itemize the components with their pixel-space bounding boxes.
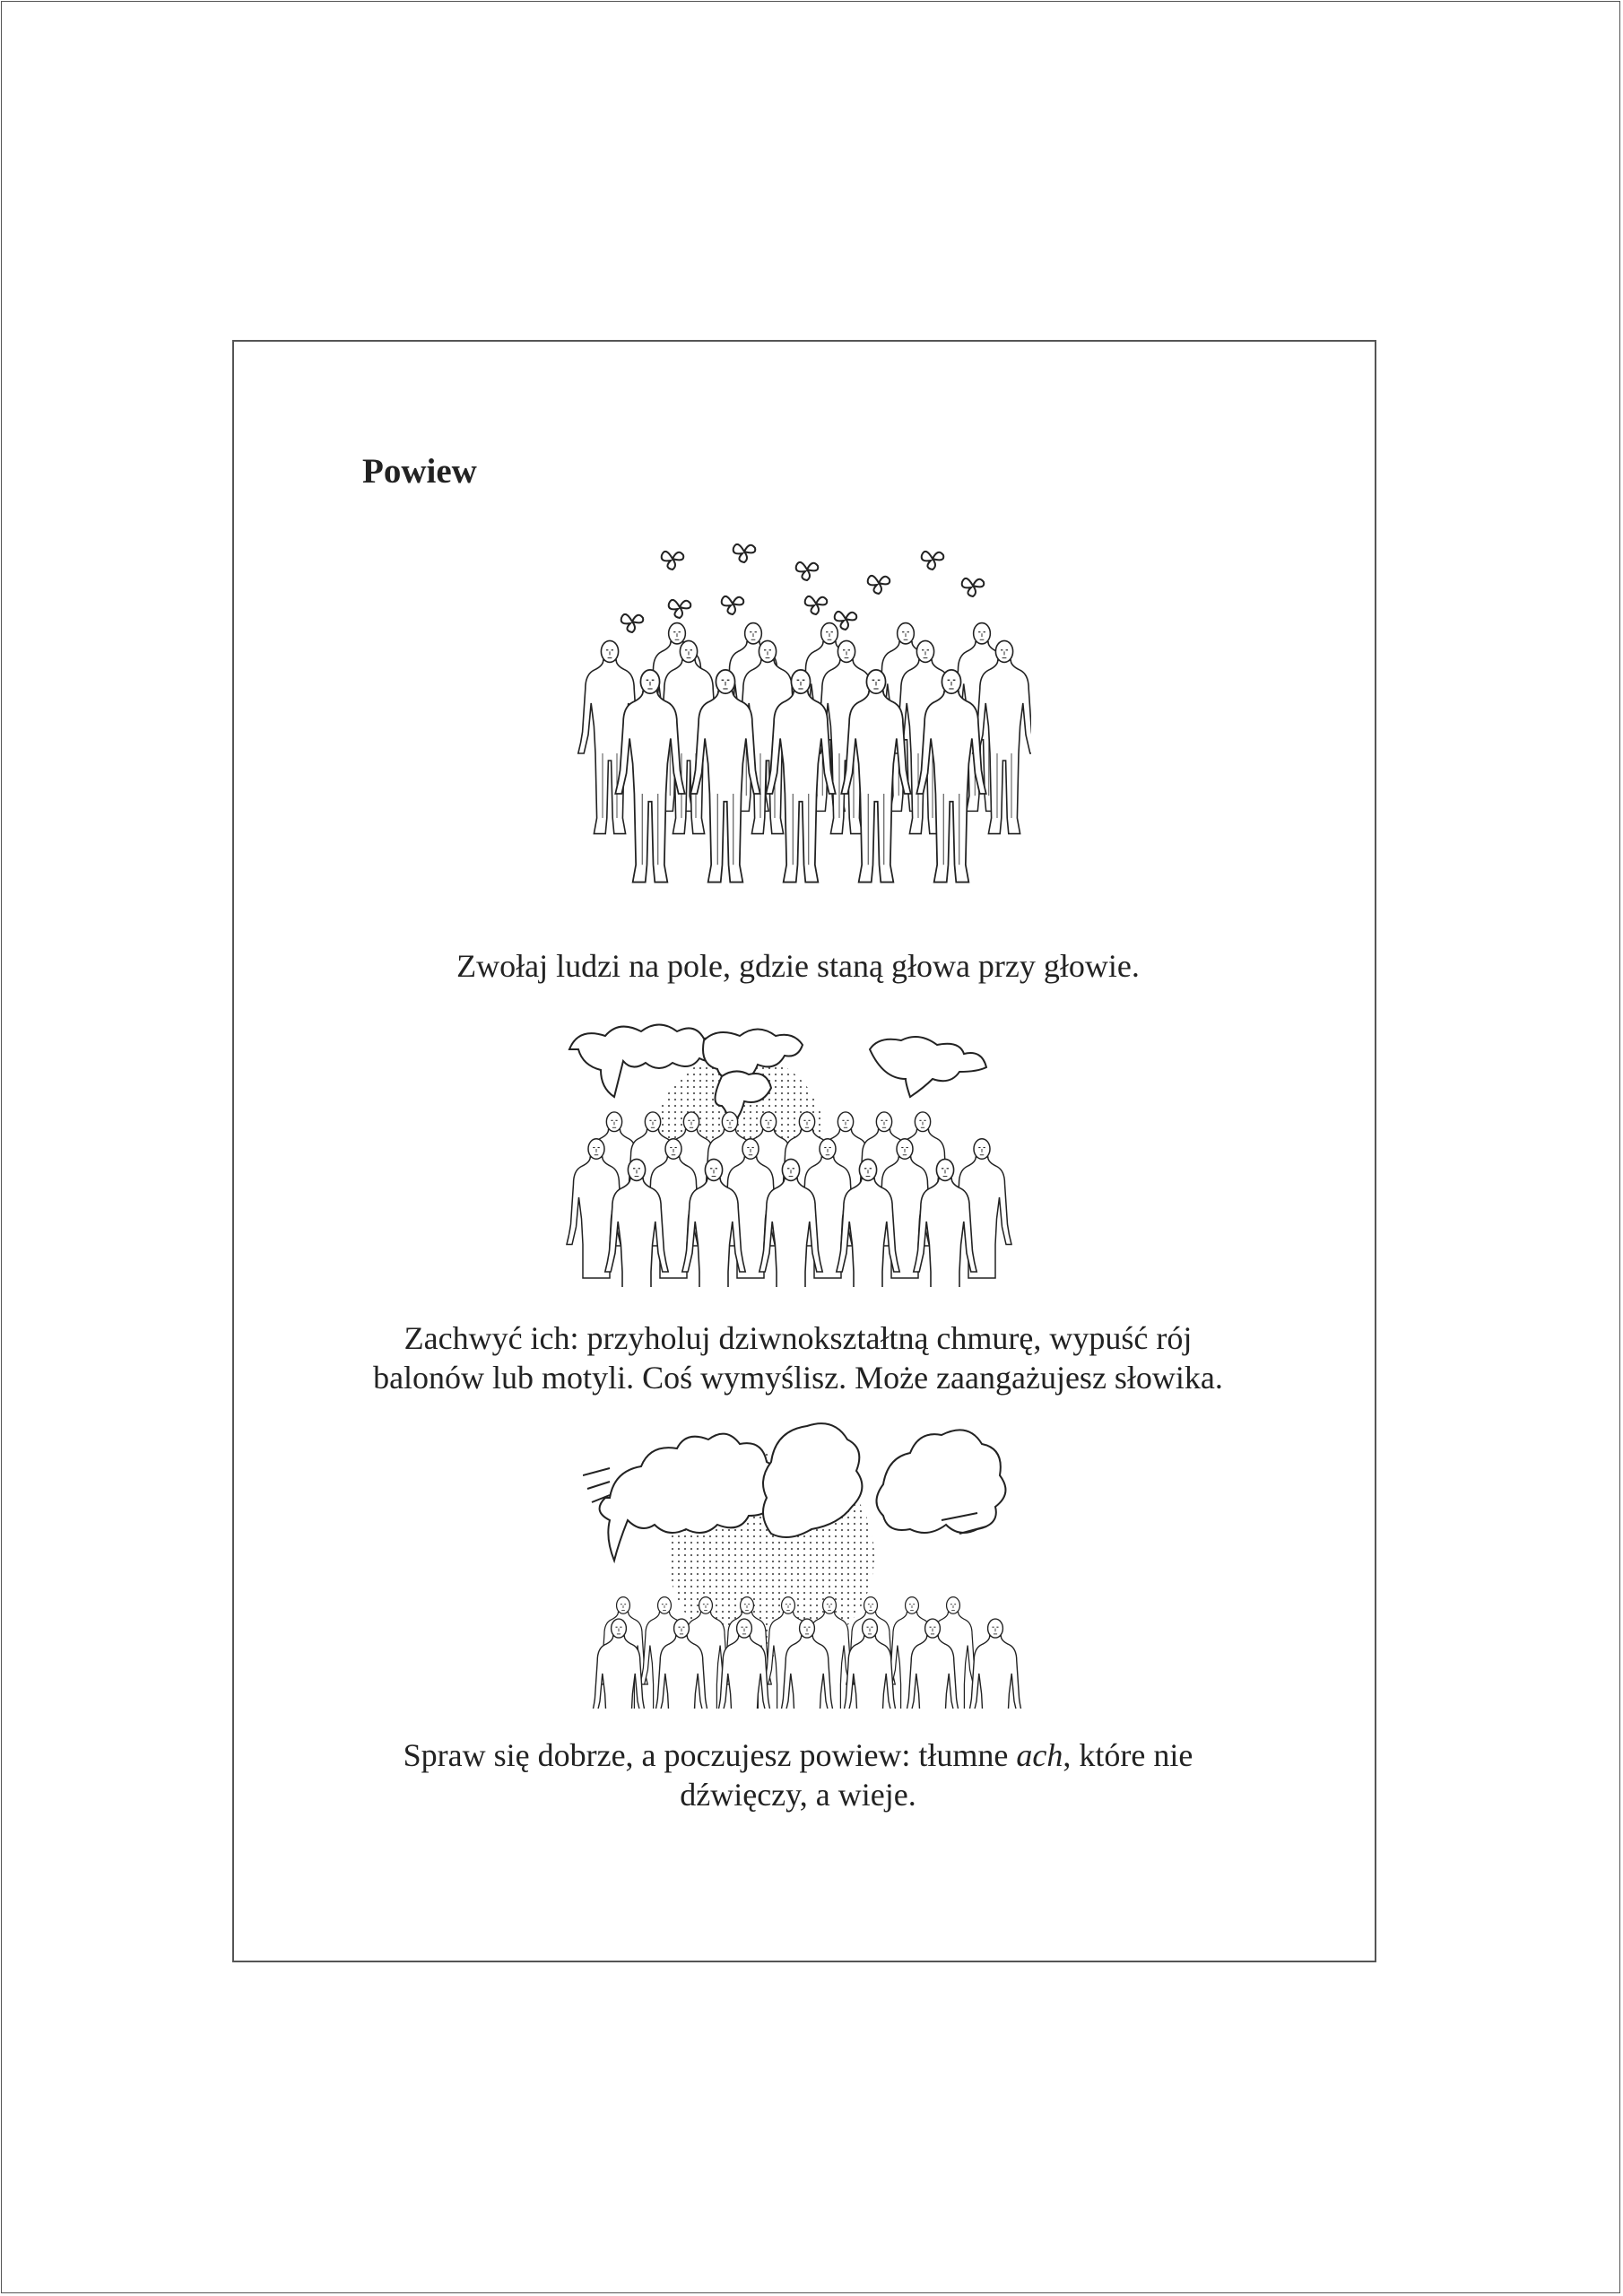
caption-3-prefix: Spraw się dobrze, a poczujesz powiew: tłumne: [403, 1737, 1017, 1773]
person-figure: [968, 1619, 1023, 1709]
caption-3-emphasis: ach: [1016, 1737, 1063, 1773]
caption-2-line-1: Zachwyć ich: przyholuj dziwnokształtną chmurę, wypuść rój: [404, 1320, 1193, 1356]
crowd-with-butterflies-illustration: [556, 543, 1031, 933]
crowd-with-clouds-illustration: [560, 1022, 1036, 1287]
caption-1: Zwołaj ludzi na pole, gdzie staną głowa przy głowie.: [456, 948, 1140, 984]
caption-3-suffix: , które nie: [1063, 1737, 1193, 1773]
butterflies-icon: [621, 544, 985, 632]
caption-3-line-2: dźwięczy, a wieje.: [680, 1777, 916, 1813]
crowd-with-storm-clouds-illustration: [583, 1422, 1040, 1709]
caption-2: [350, 1318, 1246, 1397]
caption-3: [350, 1735, 1246, 1814]
caption-2-line-2: balonów lub motyli. Coś wymyślisz. Może zaangażujesz słowika.: [373, 1360, 1223, 1396]
page-title: Powiew: [362, 452, 477, 491]
